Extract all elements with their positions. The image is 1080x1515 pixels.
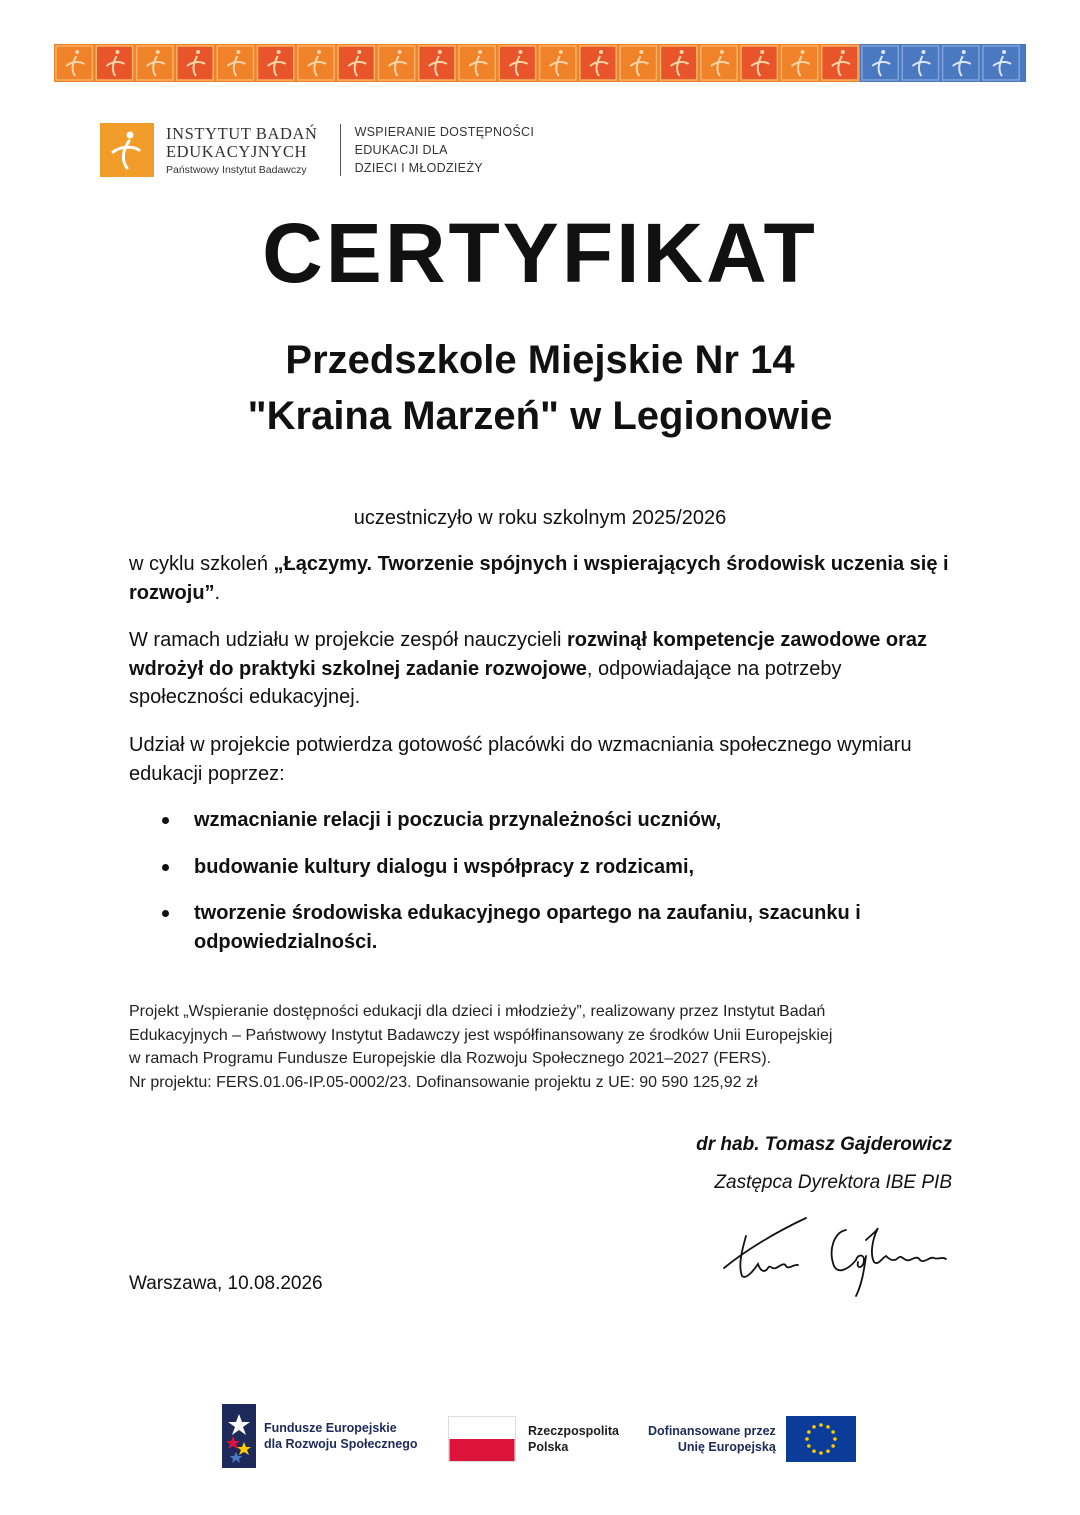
header-divider [340, 124, 341, 176]
bullet-text: tworzenie środowiska edukacyjnego opartego na zaufaniu, szacunku i odpowiedzialności. [194, 902, 861, 953]
fe-stars-icon [222, 1404, 256, 1468]
eu-flag-icon [786, 1416, 856, 1462]
eu-star [826, 1425, 830, 1429]
signer-name: dr hab. Tomasz Gajderowicz [696, 1134, 952, 1155]
signer-block [696, 1126, 952, 1202]
p1-training-name: „Łączymy. Tworzenie spójnych i wspierających środowisk uczenia się i rozwoju” [129, 553, 949, 604]
banner-pattern [54, 44, 1026, 82]
institute-sub: Państwowy Instytut Badawczy [166, 163, 307, 176]
pl-line2: Polska [528, 1440, 569, 1454]
institute-line1: INSTYTUT BADAŃ [166, 123, 318, 143]
paragraph-readiness: Udział w projekcie potwierdza gotowość placówki do wzmacniania społecznego wymiaru edukacji poprzez: [129, 734, 912, 785]
decorative-banner [54, 44, 1026, 82]
ibe-figure-icon [100, 123, 154, 177]
pl-flag-icon [448, 1416, 516, 1462]
pl-line1: Rzeczpospolita [528, 1424, 619, 1438]
institution-line1: Przedszkole Miejskie Nr 14 [285, 338, 795, 382]
program-line3: DZIECI I MŁODZIEŻY [354, 161, 483, 175]
eu-star [819, 1451, 823, 1455]
pl-caption [528, 1423, 619, 1455]
p1-suffix: . [214, 581, 221, 604]
bullet-icon [162, 817, 169, 824]
eu-star [819, 1423, 823, 1427]
program-line1: WSPIERANIE DOSTĘPNOŚCI [354, 125, 535, 139]
eu-star [831, 1430, 835, 1434]
eu-line2: Unię Europejską [677, 1440, 776, 1454]
bullet-icon [162, 910, 169, 917]
signer-role: Zastępca Dyrektora IBE PIB [714, 1172, 952, 1193]
institution-line2: "Kraina Marzeń" w Legionowie [247, 394, 833, 438]
ibe-name-block [166, 125, 318, 176]
eu-star [807, 1430, 811, 1434]
fe-line2: dla Rozwoju Społecznego [264, 1437, 418, 1451]
eu-star [831, 1444, 835, 1448]
funding-line4: Nr projektu: FERS.01.06-IP.05-0002/23. Dofinansowanie projektu z UE: 90 590 125,92 zł [129, 1073, 758, 1091]
eu-star [807, 1444, 811, 1448]
institution-name [0, 332, 1080, 444]
bullet-text: budowanie kultury dialogu i współpracy z rodzicami, [194, 855, 695, 878]
eu-logo [648, 1416, 856, 1462]
program-name-block [355, 123, 535, 177]
place-date: Warszawa, 10.08.2026 [129, 1273, 323, 1294]
funding-note [129, 1000, 959, 1094]
fe-caption [264, 1420, 417, 1452]
p1-prefix: w cyklu szkoleń [129, 553, 274, 575]
pl-logo [448, 1416, 619, 1462]
list-item [160, 853, 940, 882]
paragraph-training-cycle [129, 550, 959, 607]
paragraph-competences [129, 626, 959, 712]
eu-star [826, 1449, 830, 1453]
bullet-text: wzmacnianie relacji i poczucia przynależności uczniów, [194, 809, 722, 831]
list-item [160, 899, 940, 956]
eu-star [812, 1425, 816, 1429]
footer-logos [220, 1404, 860, 1470]
eu-line1: Dofinansowane przez [648, 1424, 776, 1438]
eu-caption [648, 1423, 776, 1455]
institute-line2: EDUKACYJNYCH [166, 141, 308, 161]
eu-star [833, 1437, 837, 1441]
funding-line2: Edukacyjnych – Państwowy Instytut Badawczy jest współfinansowany ze środków Unii Europejskiej [129, 1026, 833, 1044]
eu-star [805, 1437, 809, 1441]
certificate-title: CERTYFIKAT [262, 206, 818, 300]
outcomes-list [160, 806, 940, 974]
list-item [160, 806, 940, 835]
funding-line3: w ramach Programu Fundusze Europejskie dla Rozwoju Społecznego 2021–2027 (FERS). [129, 1050, 772, 1067]
bullet-icon [162, 864, 169, 871]
handwritten-signature [706, 1210, 956, 1305]
participation-statement: uczestniczyło w roku szkolnym 2025/2026 [353, 507, 727, 529]
header-logos [100, 122, 534, 178]
p2-highlight: rozwinął kompetencje zawodowe oraz wdrożył do praktyki szkolnej zadanie rozwojowe [129, 629, 928, 680]
fe-line1: Fundusze Europejskie [264, 1421, 397, 1435]
p2-suffix: , odpowiadające na potrzeby społeczności edukacyjnej. [129, 657, 842, 708]
fe-logo [222, 1404, 417, 1468]
eu-star [812, 1449, 816, 1453]
program-line2: EDUKACJI DLA [354, 143, 448, 157]
p2-prefix: W ramach udziału w projekcie zespół nauczycieli [129, 629, 567, 651]
funding-line1: Projekt „Wspieranie dostępności edukacji dla dzieci i młodzieży”, realizowany przez Instytut Badań [129, 1003, 826, 1020]
